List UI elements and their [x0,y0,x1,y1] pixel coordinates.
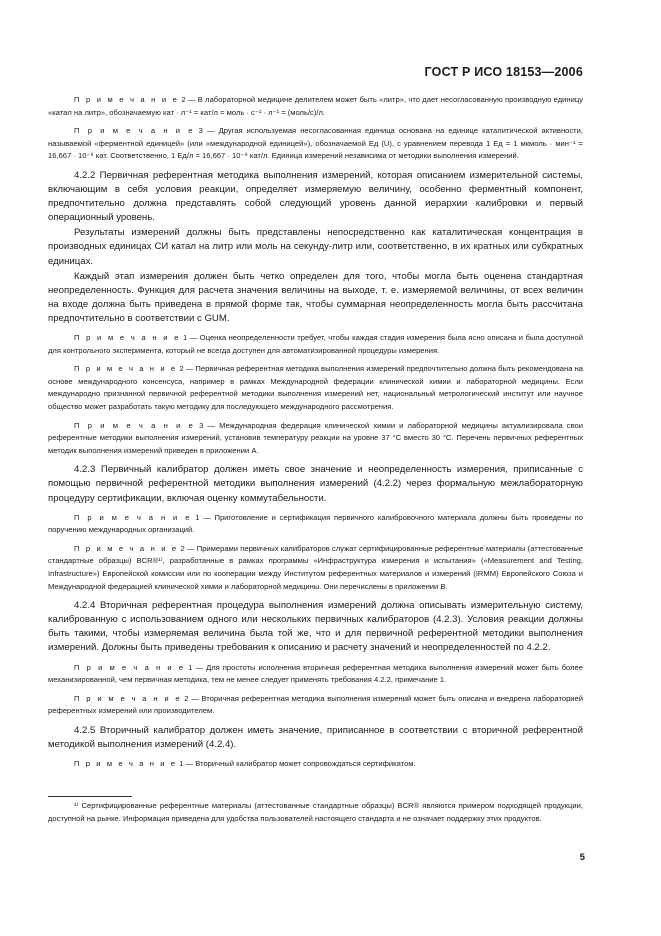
note [48,420,583,458]
note [48,662,583,687]
section-4-2-3: 4.2.3 Первичный калибратор должен иметь свое значение и неопределенность измерения, приписанные с помощью первичной референтной методики выполнения измерений (4.2.2) через формальную межлабораторную процедуру сертификации, включая оценку коммутабельности. [48,464,583,504]
section-4-2-5: 4.2.5 Вторичный калибратор должен иметь значение, приписанное в соответствии с вторичной референтной методикой выполнения измерений (4.2.4). [48,724,583,751]
note-text: 1 — Оценка неопределенности требует, чтобы каждая стадия измерения была ясно описана и была доступной для контрольного эксперимента, который не всегда доступен для автоматизированной процедуры измерения. [48,333,583,355]
note-label: П р и м е ч а н и е [74,420,195,430]
note-label: П р и м е ч а н и е [74,759,178,769]
paragraph: Результаты измерений должны быть представлены непосредственно как каталитическая концентрация в производных единицах СИ катал на литр или моль на секунду-литр или, соответственно, в их кратных или субкратных единицах. [48,227,583,267]
note [48,363,583,413]
section-4-2-4: 4.2.4 Вторичная референтная процедура выполнения измерений должна описывать измерительную систему, калиброванную с использованием одного или нескольких первичных калибраторов (4.2.3). Условия реакции должны быть такими, чтобы измеряемая величина была той же, что и для первичной референтной методики выполнения измерений. Должны быть приведены требования к описанию и расчету значений и неопределенностей по 4.2.2. [48,600,583,654]
note-label: П р и м е ч а н и е [74,543,179,553]
note [48,94,583,119]
note-text: 2 — В лабораторной медицине делителем может быть «литр», что дает несогласованную производную единицу «катал на литр», обозначаемую кат · л⁻¹ = кат/л = моль · с⁻¹ · л⁻¹ = (моль/с)/л. [48,95,583,117]
section-4-2-2: 4.2.2 Первичная референтная методика выполнения измерений, которая описанием измерительной системы, включающим в себя условия реакции, определяет измеряемую величину, особенно ферментный компонент, предпочтительно должна представлять собой следующий уровень данной иерархии калибровки и первый операционный уровень. [48,169,583,224]
note [48,758,583,771]
page-number: 5 [579,852,585,863]
note-text: 1 — Для простоты исполнения вторичная референтная методика выполнения измерений может быть более механизированной, чем первичная методика, тем не менее следует применять требования 4.2.2, примечание 1. [48,662,583,685]
note-label: П р и м е ч а н и е [74,693,182,703]
document-header: ГОСТ Р ИСО 18153—2006 [424,65,583,79]
note-label: П р и м е ч а н и е [74,333,181,342]
note [48,543,583,593]
note-text: 2 — Первичная референтная методика выполнения измерений предпочтительно должна быть рекомендована на основе международного консенсуса, например в рамках Международной федерации клинической химии и лабораторной медицины. Если международно признанной первичной референтной методики выполнения измерений нет, национальный метрологический институт или научное общество может разработать такую методику для последующего международного рассмотрения. [48,364,583,411]
note [48,512,583,537]
note-text: 3 — Международная федерация клинической химии и лабораторной медицины актуализировала свои референтные методики выполнения измерений, установив температуру реакции на уровне 37 °С вместо 30 °С. Перечень первичных референтных методик выполнения измерений приведен в приложении А. [48,420,583,455]
paragraph: Каждый этап измерения должен быть четко определен для того, чтобы могла быть оценена стандартная неопределенность. Функция для расчета значения величины на выходе, т. е. измеряемой величины, от всех величин на входе должна быть приведена в прямой форме так, чтобы суммарная неопределенность могла быть рассчитана предпочтительно в соответствии с GUM. [48,270,583,324]
note-label: П р и м е ч а н и е [74,95,179,104]
note [48,332,583,357]
note-text: 2 — Вторичная референтная методика выполнения измерений может быть описана и внедрена лабораторией референтных измерений или производителем. [48,693,583,716]
note-label: П р и м е ч а н и е [74,662,186,672]
note-text: 1 — Вторичный калибратор может сопровождаться сертификатом. [179,759,416,769]
document-body [48,94,583,777]
note-text: 3 — Другая используемая несогласованная единица основана на единице каталитической активности, называемой «ферментной единицей» (или «международной единицей»), обозначаемой Ед (U), с уравнением перевода 1 Ед = 1 мкмоль · мин⁻¹ = 16,667 · 10⁻⁹ кат. Соответственно, 1 Ед/л = 16,667 · 10⁻⁹ кат/л. Единица измерений независима от методики выполнения измерений. [48,126,583,161]
note-text: 1 — Приготовление и сертификация первичного калибровочного материала должны быть проведены по поручению международных организаций. [48,512,583,535]
note [48,693,583,718]
note-label: П р и м е ч а н и е [74,512,192,522]
note-text: 2 — Примерами первичных калибраторов служат сертифицированные референтные материалы (аттестованные стандартные образцы) BCR®¹⁾, разработанные в рамках программы «Инфраструктура измерения и испытания» («Measurement and Testing, Infrastructure») Европейской комиссии или по кооперации между Институтом референтных материалов и измерений (IRMM) Европейского Союза и Международной федерацией клинической химии и лабораторной медицины. Они перечислены в приложении В. [48,543,583,591]
footnote: ¹⁾ Сертифицированные референтные материалы (аттестованные стандартные образцы) BCR® являются примером подходящей продукции, доступной на рынке. Информация приведена для удобства пользователей настоящего стандарта и не означает поддержку этих продуктов. [48,801,583,823]
note-label: П р и м е ч а н и е [74,126,195,136]
note [48,125,583,163]
footnote-divider [48,796,132,797]
note-label: П р и м е ч а н и е [74,364,178,374]
